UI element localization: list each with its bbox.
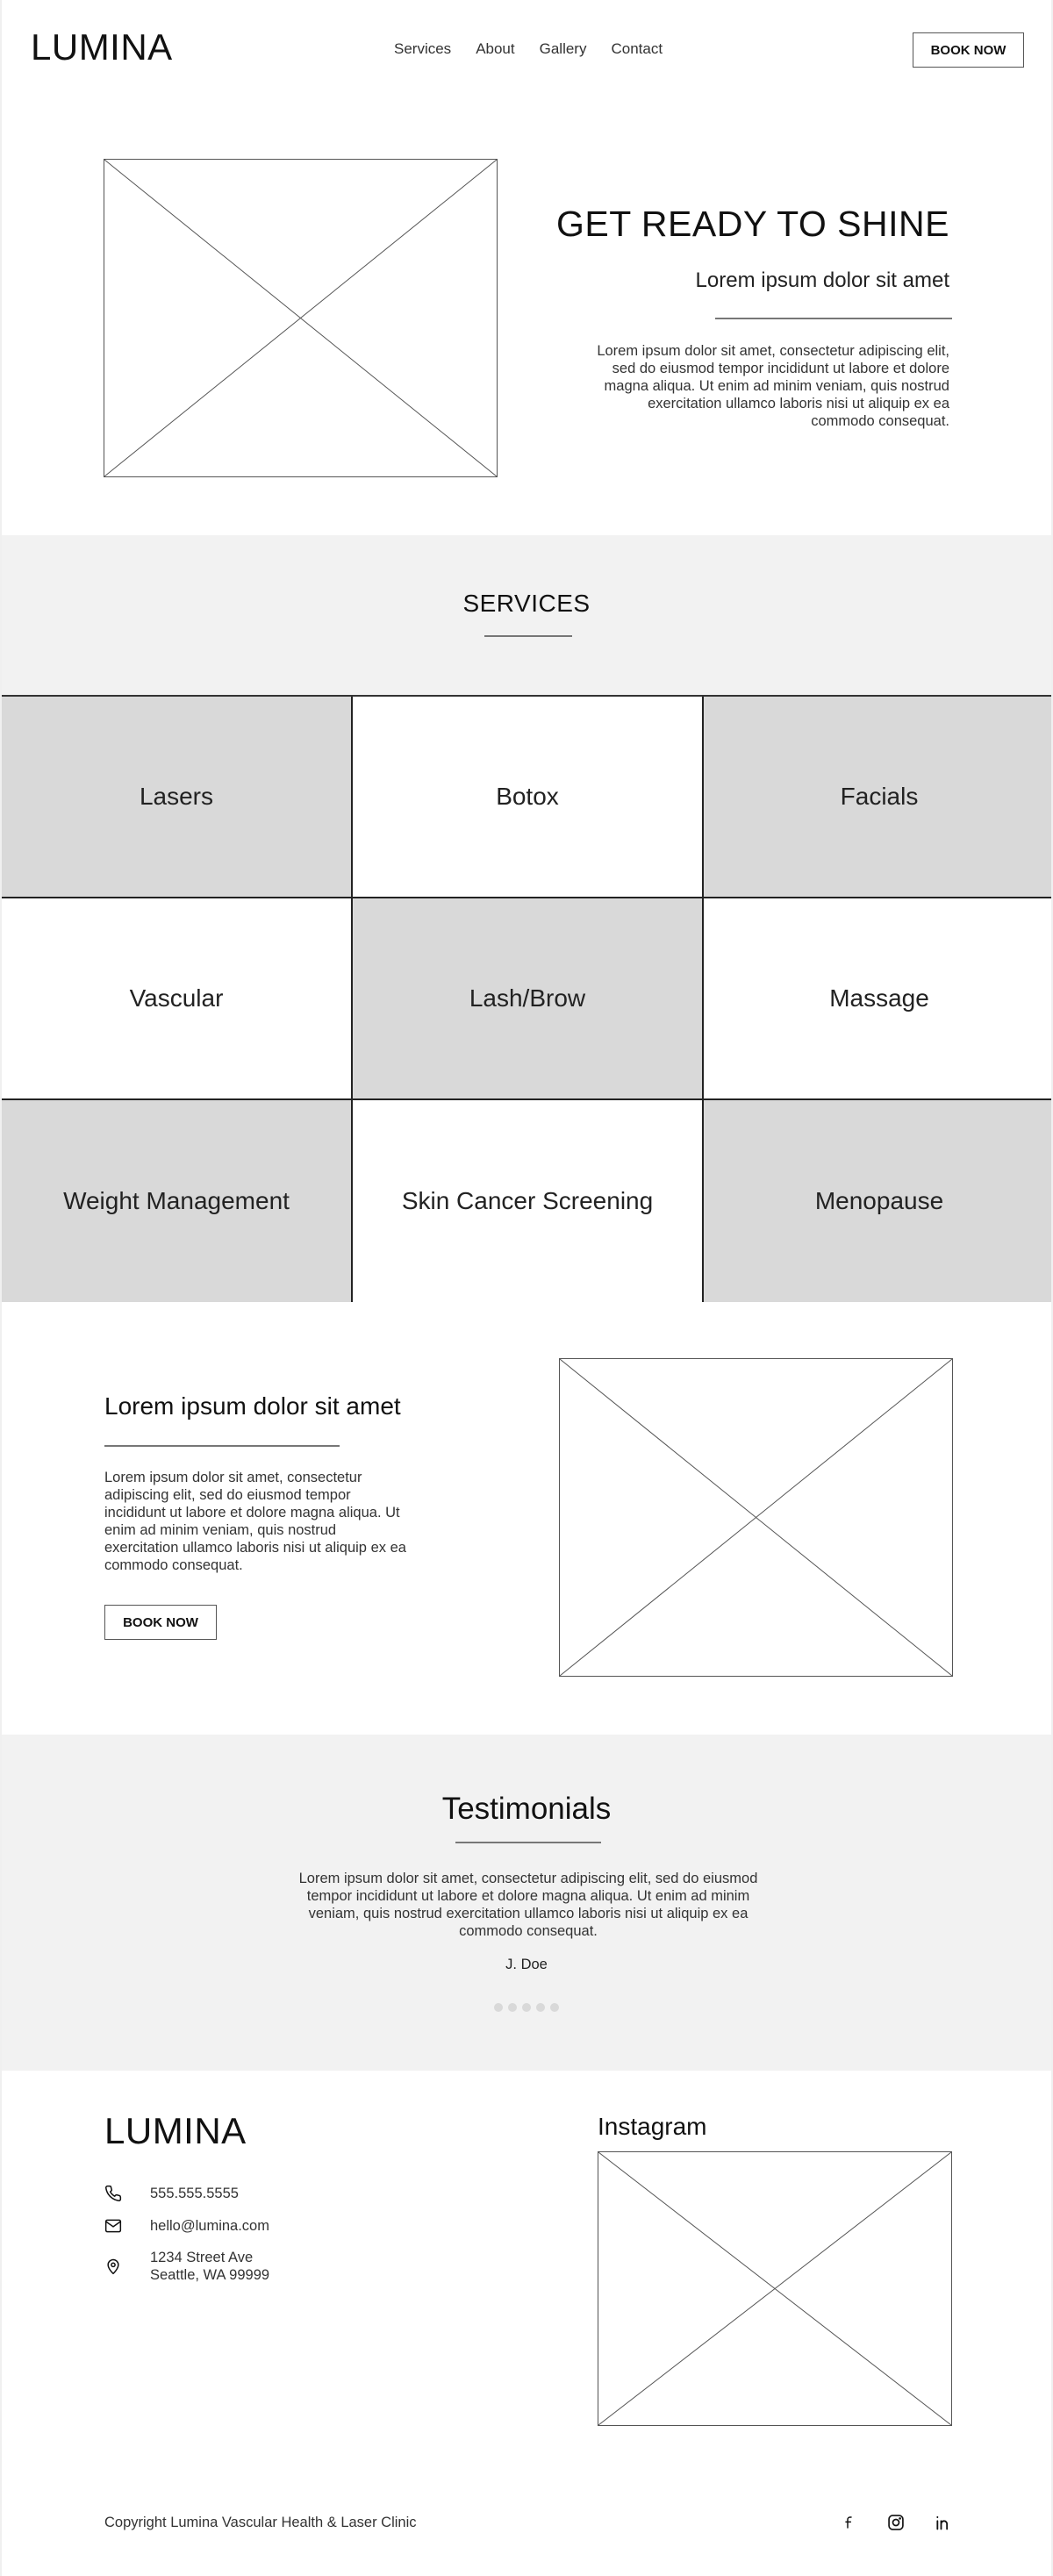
instagram-image-placeholder[interactable] <box>598 2151 952 2426</box>
about-body: Lorem ipsum dolor sit amet, consectetur adipiscing elit, sed do eiusmod tempor incididunt ut labore et dolore magna aliqua. Ut enim ad minim veniam, quis nostrud exercitation ullamco laboris nisi ut aliquip ex ea commodo consequat. <box>104 1470 406 1573</box>
services-grid <box>2 695 1051 1300</box>
image-placeholder-icon <box>598 2152 951 2425</box>
hero-title: GET READY TO SHINE <box>556 204 949 244</box>
testimonial-quote: Lorem ipsum dolor sit amet, consectetur adipiscing elit, sed do eiusmod tempor incididunt ut labore et dolore magna aliqua. Ut enim ad minim veniam, quis nostrud exercitation ullamco laboris nisi ut aliquip ex ea commodo consequat. <box>298 1871 758 1939</box>
carousel-dot-1[interactable] <box>494 2003 503 2012</box>
linkedin-link[interactable] <box>933 2512 954 2533</box>
testimonial-author: J. Doe <box>505 1957 548 1972</box>
instagram-icon <box>887 2514 905 2531</box>
instagram-link[interactable] <box>885 2512 906 2533</box>
service-vascular[interactable]: Vascular <box>2 898 353 1100</box>
contact-email <box>104 2217 269 2235</box>
address-line-1: 1234 Street Ave <box>150 2250 254 2265</box>
site-header <box>2 0 1051 97</box>
main-nav <box>394 40 687 58</box>
logo[interactable]: LUMINA <box>31 26 173 68</box>
address-line-2: Seattle, WA 99999 <box>150 2267 270 2283</box>
service-skin-cancer-screening[interactable]: Skin Cancer Screening <box>353 1100 704 1302</box>
phone-icon <box>104 2185 122 2202</box>
about-title: Lorem ipsum dolor sit amet <box>104 1392 401 1420</box>
footer-logo: LUMINA <box>104 2110 247 2151</box>
carousel-dot-5[interactable] <box>550 2003 559 2012</box>
service-facials[interactable]: Facials <box>704 697 1053 898</box>
mail-icon <box>104 2217 122 2235</box>
testimonials-title: Testimonials <box>441 1792 612 1826</box>
nav-contact[interactable]: Contact <box>611 40 663 57</box>
service-lasers[interactable]: Lasers <box>2 697 353 898</box>
hero-image-placeholder <box>104 159 498 477</box>
copyright: Copyright Lumina Vascular Health & Laser Clinic <box>104 2515 417 2530</box>
nav-gallery[interactable]: Gallery <box>539 40 587 57</box>
service-menopause[interactable]: Menopause <box>704 1100 1053 1302</box>
about-divider <box>104 1445 340 1447</box>
facebook-icon <box>842 2514 856 2531</box>
about-image-placeholder <box>559 1358 953 1677</box>
location-pin-icon <box>104 2258 122 2275</box>
hero-divider <box>715 318 952 319</box>
carousel-dot-3[interactable] <box>522 2003 531 2012</box>
image-placeholder-icon <box>104 160 497 476</box>
carousel-dot-2[interactable] <box>508 2003 517 2012</box>
header-book-now-button[interactable]: BOOK NOW <box>913 32 1024 68</box>
phone-number[interactable]: 555.555.5555 <box>150 2186 239 2201</box>
linkedin-icon <box>935 2514 952 2531</box>
instagram-title: Instagram <box>598 2113 707 2140</box>
carousel-dot-4[interactable] <box>536 2003 545 2012</box>
image-placeholder-icon <box>560 1359 952 1676</box>
services-title: SERVICES <box>462 590 591 617</box>
about-book-now-button[interactable]: BOOK NOW <box>104 1605 217 1640</box>
address <box>150 2249 269 2284</box>
carousel-dots <box>494 2003 559 2012</box>
nav-services[interactable]: Services <box>394 40 452 57</box>
service-weight-management[interactable]: Weight Management <box>2 1100 353 1302</box>
service-massage[interactable]: Massage <box>704 898 1053 1100</box>
hero-subtitle: Lorem ipsum dolor sit amet <box>695 268 949 292</box>
testimonials-divider <box>455 1842 601 1843</box>
services-divider <box>484 635 572 637</box>
hero-body: Lorem ipsum dolor sit amet, consectetur adipiscing elit, sed do eiusmod tempor incididunt ut labore et dolore magna aliqua. Ut enim ad minim veniam, quis nostrud exercitation ullamco laboris nisi ut aliquip ex ea commodo consequat. <box>597 343 949 429</box>
service-lash-brow[interactable]: Lash/Brow <box>353 898 704 1100</box>
nav-about[interactable]: About <box>476 40 515 57</box>
facebook-link[interactable] <box>839 2512 860 2533</box>
service-botox[interactable]: Botox <box>353 697 704 898</box>
email-address[interactable]: hello@lumina.com <box>150 2218 269 2234</box>
contact-address <box>104 2249 269 2284</box>
contact-phone <box>104 2185 239 2202</box>
